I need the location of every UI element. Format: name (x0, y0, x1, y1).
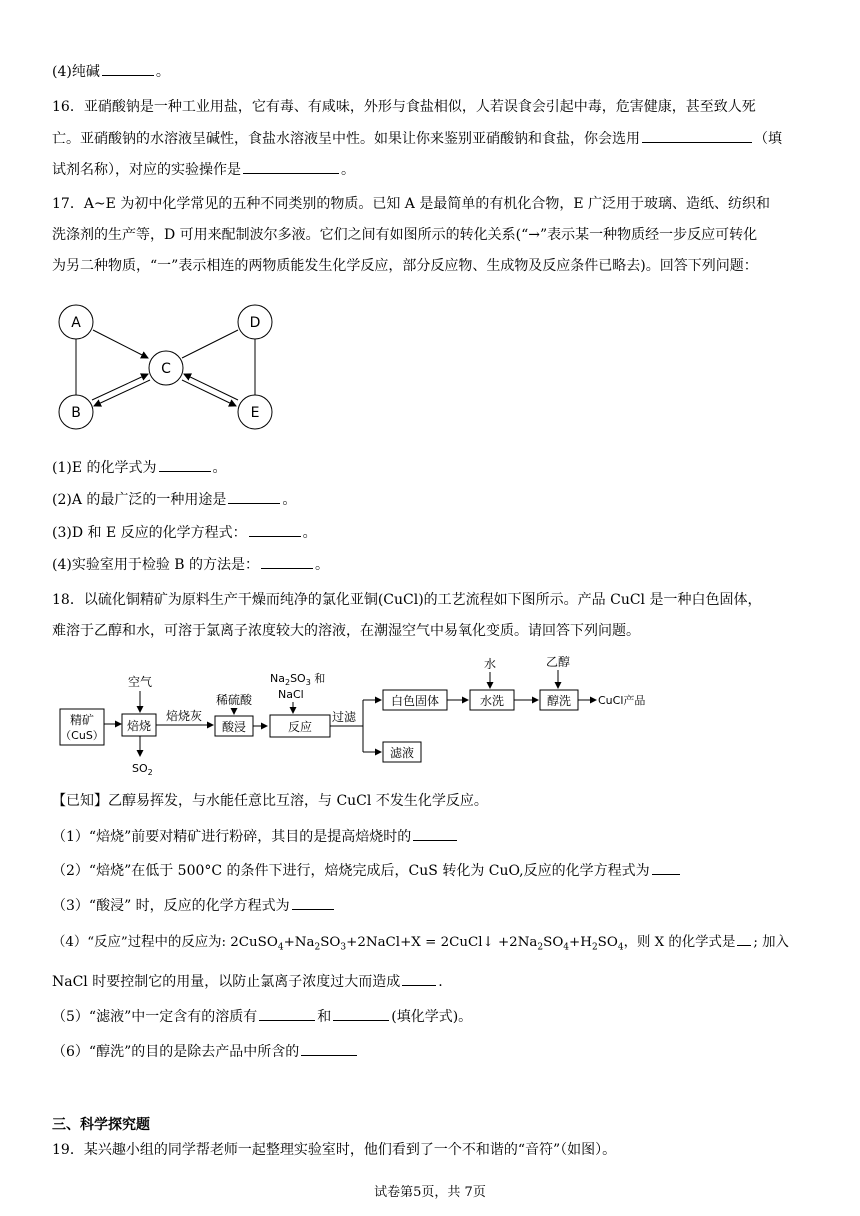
answer-blank[interactable] (301, 1040, 357, 1056)
q17-line1: 17．A~E 为初中化学常见的五种不同类别的物质。已知 A 是最简单的有机化合物，E 广泛用于玻璃、造纸、纺织和 (52, 196, 771, 212)
box-water-wash-label: 水洗 (479, 694, 505, 708)
q17-sub1: (1)E 的化学式为 。 (52, 456, 808, 478)
input-na2so3: $Na_2SO_3$ 和 (270, 672, 326, 687)
q17-relation-diagram (50, 300, 290, 440)
answer-blank[interactable] (292, 894, 334, 910)
box-white-solid-label: 白色固体 (390, 694, 440, 708)
arrow-b-c (92, 374, 148, 400)
node-c (149, 351, 183, 385)
q18-sub1: （1）“焙烧”前要对精矿进行粉碎，其目的是提高焙烧时的 (52, 825, 808, 847)
box-roast-label: 焙烧 (126, 719, 152, 733)
node-d (238, 305, 272, 339)
q18-sub2: （2）“焙烧”在低于 500°C 的条件下进行，焙烧完成后，CuS 转化为 CuO,反应的化学方程式为 (52, 859, 808, 881)
output-so2: $SO_2$ (132, 762, 153, 777)
q17-sub4: (4)实验室用于检验 B 的方法是： 。 (52, 553, 808, 575)
q19-line1: 19．某兴趣小组的同学帮老师一起整理实验室时，他们看到了一个不和谐的“音符”（如图）。 (52, 1142, 617, 1158)
q15-item4: (4)纯碱 。 (52, 60, 808, 82)
section-heading: 三、科学探究题 (52, 1117, 150, 1133)
edge-d-c (182, 330, 238, 358)
label-filter: 过滤 (331, 710, 357, 724)
box-leach-label: 酸浸 (221, 720, 247, 734)
q18-process-flowchart (50, 656, 670, 784)
input-ethanol: 乙醇 (545, 656, 571, 669)
q17-line2: 洗涤剂的生产等，D 可用来配制波尔多液。它们之间有如图所示的转化关系(“→”表示某一种物质经一步反应可转化 (52, 227, 758, 243)
answer-blank[interactable] (642, 127, 752, 143)
q18-sub6: （6）“醇洗”的目的是除去产品中所含的 (52, 1040, 808, 1062)
input-nacl: NaCl (278, 688, 304, 701)
node-b (59, 395, 93, 429)
node-e-label: E (250, 405, 260, 421)
box-filtrate-label: 滤液 (389, 746, 415, 760)
q18-sub3: （3）“酸浸” 时，反应的化学方程式为 (52, 894, 808, 916)
answer-blank[interactable] (333, 1005, 389, 1021)
answer-blank[interactable] (159, 456, 211, 472)
node-d-label: D (249, 315, 261, 331)
box-ore-label-1: 精矿 (69, 713, 95, 727)
box-react-label: 反应 (287, 720, 313, 734)
arrow-c-b (94, 380, 150, 406)
answer-blank[interactable] (402, 970, 436, 986)
input-acid: 稀硫酸 (215, 693, 253, 707)
arrow-a-c (93, 330, 148, 358)
box-ore-label-2: （CuS） (60, 729, 104, 742)
answer-blank[interactable] (243, 158, 339, 174)
q17-sub2: (2)A 的最广泛的一种用途是 。 (52, 488, 808, 510)
node-b-label: B (71, 405, 81, 421)
q18-sub5: （5）“滤液”中一定含有的溶质有 和 (填化学式)。 (52, 1005, 808, 1027)
q18-line1: 18．以硫化铜精矿为原料生产干燥而纯净的氯化亚铜(CuCl)的工艺流程如下图所示。产品 CuCl 是一种白色固体， (52, 592, 762, 608)
answer-blank[interactable] (737, 930, 751, 946)
q16-line3: 试剂名称），对应的实验操作是 。 (52, 158, 808, 180)
reaction-equation: $2CuSO_4+Na_2SO_3+2NaCl+X$ = 2CuCl↓ $+2Na_2SO_4+H_2SO_4$ (230, 935, 624, 953)
q16-line1: 16．亚硝酸钠是一种工业用盐，它有毒、有咸味，外形与食盐相似，人若误食会引起中毒，危害健康，甚至致人死 (52, 99, 756, 115)
label-calcine: 焙烧灰 (165, 709, 203, 723)
output-product: CuCl产品 (598, 694, 646, 707)
input-air: 空气 (127, 675, 153, 689)
node-a (59, 305, 93, 339)
answer-blank[interactable] (259, 1005, 315, 1021)
input-water: 水 (483, 657, 497, 671)
q18-line2: 难溶于乙醇和水，可溶于氯离子浓度较大的溶液，在潮湿空气中易氧化变质。请回答下列问题。 (52, 623, 640, 639)
answer-blank[interactable] (249, 521, 301, 537)
q17-line3: 为另二种物质，“一”表示相连的两物质能发生化学反应，部分反应物、生成物及反应条件已略去)。回答下列问题： (52, 258, 758, 274)
q16-line2: 亡。亚硝酸钠的水溶液呈碱性，食盐水溶液呈中性。如果让你来鉴别亚硝酸钠和食盐，你会选用 （填 (52, 127, 808, 149)
node-a-label: A (71, 315, 81, 331)
arrow-c-e (182, 380, 236, 406)
q18-sub4-line2: NaCl 时要控制它的用量，以防止氯离子浓度过大而造成 . (52, 970, 808, 992)
q18-sub4-line1: （4）“反应”过程中的反应为: $2CuSO_4+Na_2SO_3+2NaCl+X$ = 2CuCl↓ $+2Na_2SO_4+H_2SO_4$，则 X 的化学式是 ; 加入 (52, 930, 808, 953)
answer-blank[interactable] (652, 859, 680, 875)
page-footer: 试卷第5页，共 7页 (374, 1185, 486, 1200)
answer-blank[interactable] (413, 825, 457, 841)
answer-blank[interactable] (261, 553, 313, 569)
answer-blank[interactable] (228, 488, 280, 504)
answer-blank[interactable] (102, 60, 154, 76)
q17-sub3: (3)D 和 E 反应的化学方程式： 。 (52, 521, 808, 543)
arrow-e-c (184, 374, 238, 400)
node-c-label: C (161, 361, 171, 377)
node-e (238, 395, 272, 429)
q18-known: 【已知】乙醇易挥发，与水能任意比互溶，与 CuCl 不发生化学反应。 (52, 793, 488, 809)
box-alcohol-wash-label: 醇洗 (546, 694, 572, 708)
